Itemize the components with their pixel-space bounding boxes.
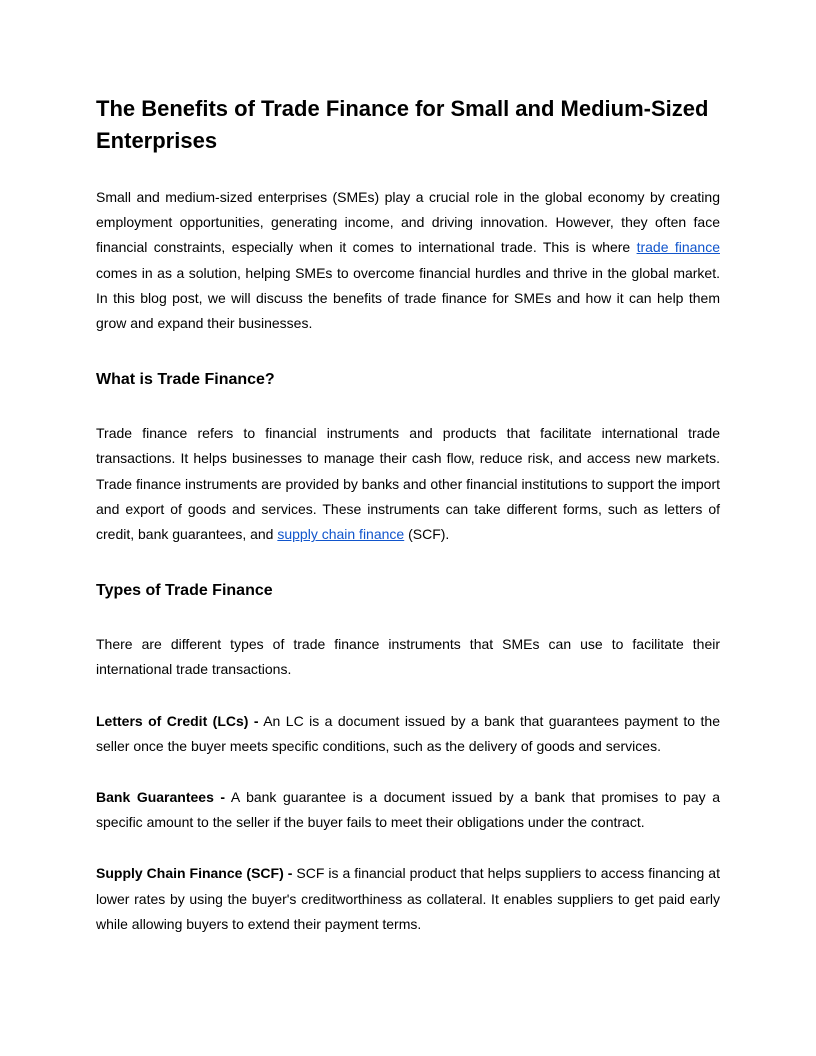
item-term: Letters of Credit (LCs) - xyxy=(96,712,259,729)
item-description: An LC is a document issued by a bank that guarantees payment to the seller once the buyer meets specific conditions, such as the delivery of goods and services. xyxy=(96,712,720,754)
item-description: SCF is a financial product that helps suppliers to access financing at lower rates by using the buyer's creditworthiness as collateral. It enables suppliers to get paid early while allowing buyers to extend their payment terms. xyxy=(96,865,720,932)
item-letters-of-credit xyxy=(96,709,720,759)
item-description: A bank guarantee is a document issued by a bank that promises to pay a specific amount to the seller if the buyer fails to meet their obligations under the contract. xyxy=(96,789,720,831)
intro-paragraph xyxy=(96,185,720,336)
section-heading-types-of-trade-finance: Types of Trade Finance xyxy=(96,582,273,600)
item-term: Bank Guarantees - xyxy=(96,789,226,806)
what-text-start: Trade finance refers to financial instruments and products that facilitate international trade transactions. It helps businesses to manage their cash flow, reduce risk, and access new markets. Trade finance instruments are provided by banks and other financial institutions to support the import and export of goods and services. These instruments can take different forms, such as letters of credit, bank guarantees, and xyxy=(96,425,720,543)
what-is-trade-finance-paragraph xyxy=(96,421,720,547)
types-intro-paragraph: There are different types of trade finance instruments that SMEs can use to facilitate their international trade transactions. xyxy=(96,636,720,678)
item-bank-guarantees xyxy=(96,785,720,835)
intro-text-end: comes in as a solution, helping SMEs to overcome financial hurdles and thrive in the global market. In this blog post, we will discuss the benefits of trade finance for SMEs and how it can help them grow and expand their businesses. xyxy=(96,264,720,332)
section-heading-what-is-trade-finance: What is Trade Finance? xyxy=(96,371,275,389)
item-supply-chain-finance xyxy=(96,861,720,937)
page-title: The Benefits of Trade Finance for Small and Medium-Sized Enterprises xyxy=(96,96,709,153)
what-text-end: (SCF). xyxy=(404,526,450,543)
trade-finance-link[interactable]: trade finance xyxy=(636,239,720,256)
intro-text-start: Small and medium-sized enterprises (SMEs) play a crucial role in the global economy by creating employment opportunities, generating income, and driving innovation. However, they often face financial constraints, especially when it comes to international trade. This is where xyxy=(96,189,720,256)
item-term: Supply Chain Finance (SCF) - xyxy=(96,865,293,882)
supply-chain-finance-link[interactable]: supply chain finance xyxy=(277,526,405,543)
